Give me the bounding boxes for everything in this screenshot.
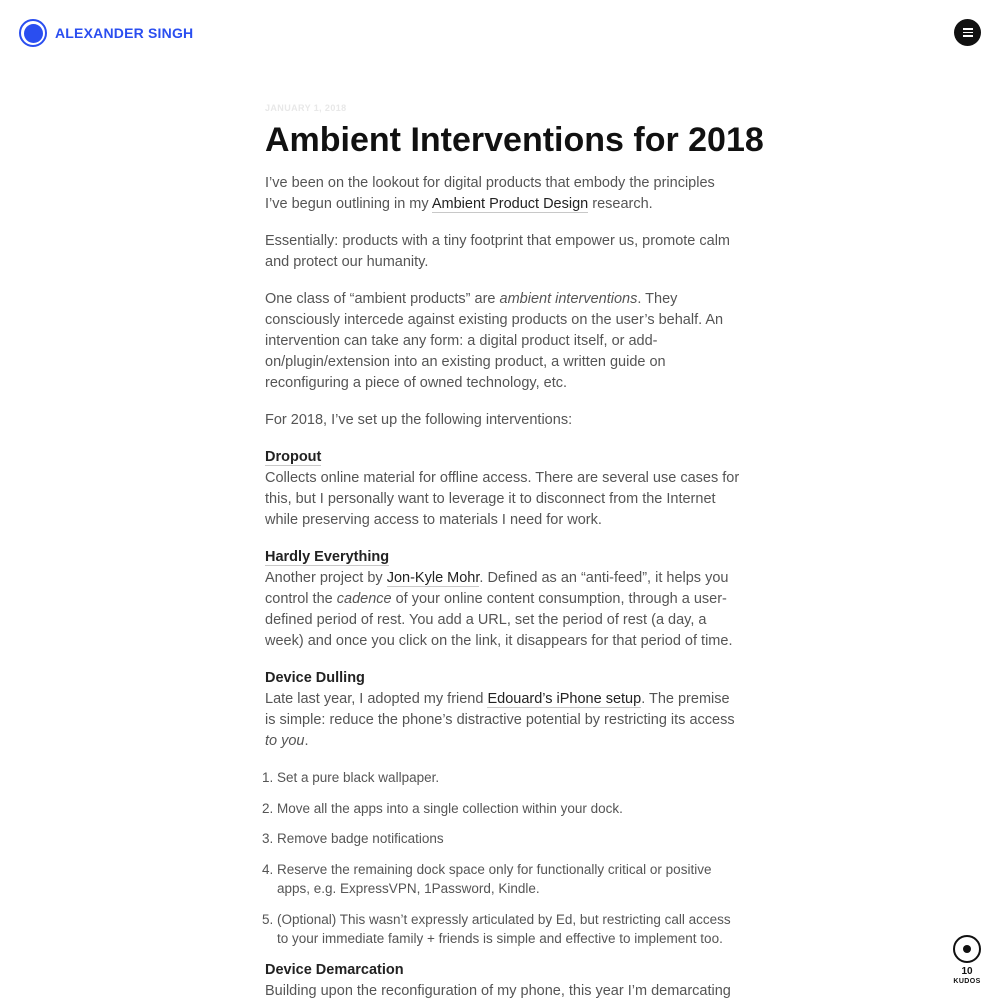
kudos-button[interactable] [953, 935, 981, 963]
post-date: JANUARY 1, 2018 [265, 103, 347, 113]
list-item: 2. Move all the apps into a single collection within your dock. [277, 799, 740, 819]
kudos-widget[interactable] [952, 935, 982, 986]
device-demarcation-title: Device Demarcation [265, 961, 404, 978]
jon-kyle-mohr-link[interactable]: Jon-Kyle Mohr [386, 570, 480, 586]
device-dulling-title: Device Dulling [265, 670, 365, 686]
ambient-product-design-link[interactable]: Ambient Product Design [431, 196, 589, 212]
post-title: Ambient Interventions for 2018 [265, 121, 764, 159]
kudos-label: KUDOS [953, 978, 981, 985]
dropout-link[interactable]: Dropout [265, 449, 322, 465]
hamburger-menu-icon [963, 28, 973, 30]
list-item: 5. (Optional) This wasn’t expressly articulated by Ed, but restricting call access to your immediate family + friends is simple and effective to implement too. [277, 910, 740, 949]
intro-paragraph-3: One class of “ambient products” are ambient interventions. They consciously intercede against existing products on the user’s behalf. An intervention can take any form: a digital product itself, or add-on/plugin/extension into an existing product, a written guide on reconfiguring a piece of owned technology, etc. [265, 291, 724, 391]
dropout-description: Collects online material for offline access. There are several use cases for this, but I personally want to leverage it to disconnect from the Internet while preserving access to materials I need for work. [265, 470, 740, 528]
menu-button[interactable] [954, 19, 981, 46]
list-item: 1. Set a pure black wallpaper. [277, 768, 740, 788]
section-device-demarcation [265, 960, 740, 1000]
intro-paragraph-2: Essentially: products with a tiny footprint that empower us, promote calm and protect our humanity. [265, 233, 731, 270]
hardly-everything-link[interactable]: Hardly Everything [265, 549, 390, 565]
intro-paragraph-1: I’ve been on the lookout for digital products that embody the principles I’ve begun outlining in my Ambient Product Design research. [265, 175, 715, 212]
brand-home-link[interactable] [19, 19, 193, 47]
list-item: 3. Remove badge notifications [277, 829, 740, 849]
device-dulling-steps [265, 768, 740, 949]
device-demarcation-text: Building upon the reconfiguration of my phone, this year I’m demarcating [265, 982, 731, 999]
section-device-dulling: Device Dulling Late last year, I adopted my friend Edouard’s iPhone setup. The premise is simple: reduce the phone’s distractive potential by restricting its access to you. [265, 670, 735, 749]
section-dropout [265, 447, 740, 531]
circle-logo-icon [19, 19, 47, 47]
section-hardly-everything: Hardly Everything Another project by Jon-Kyle Mohr. Defined as an “anti-feed”, it helps you control the cadence of your online content consumption, through a user-defined period of rest. You add a URL, set the period of rest (a day, a week) and once you click on the link, it disappears for that period of time. [265, 549, 733, 649]
intro-paragraph-4: For 2018, I’ve set up the following interventions: [265, 412, 573, 428]
kudos-count: 10 [961, 966, 973, 977]
kudos-dot-icon [963, 945, 971, 953]
edouard-iphone-setup-link[interactable]: Edouard’s iPhone setup [487, 691, 642, 707]
brand-name: ALEXANDER SINGH [55, 25, 194, 41]
post-article [265, 102, 764, 1000]
list-item: 4. Reserve the remaining dock space only for functionally critical or positive apps, e.g. ExpressVPN, 1Password, Kindle. [277, 860, 740, 899]
